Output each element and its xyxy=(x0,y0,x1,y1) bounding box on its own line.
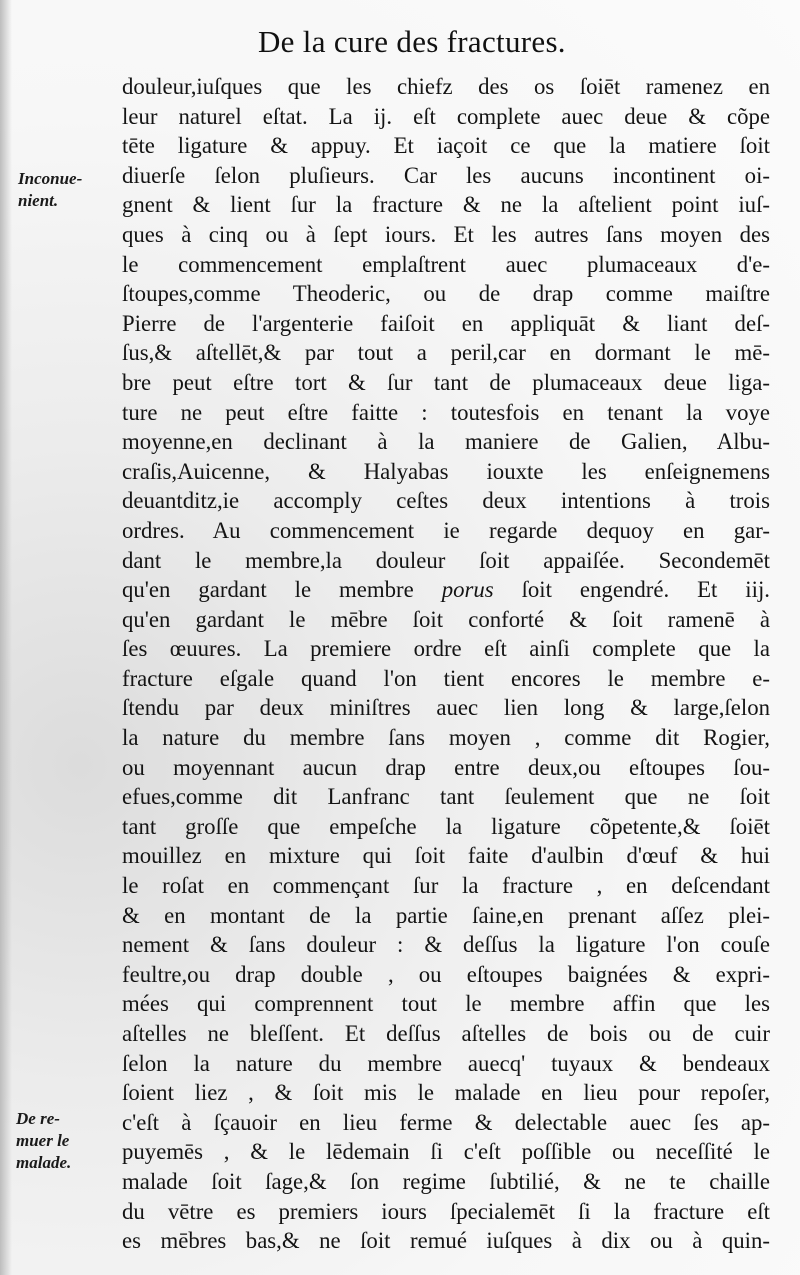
text-line: ou moyennant aucun drap entre deux,ou eſtoupes ſou- xyxy=(122,754,770,780)
text-line: feultre,ou drap double , ou eſtoupes baignées & expri- xyxy=(122,961,770,987)
text-line: c'eſt à ſçauoir en lieu ferme & delectable auec ſes ap- xyxy=(122,1109,770,1135)
text-line: & en montant de la partie ſaine,en prenant aſſez plei- xyxy=(122,902,770,928)
text-line: aſtelles ne bleſſent. Et deſſus aſtelles de bois ou de cuir xyxy=(122,1021,770,1046)
running-head: De la cure des fractures. xyxy=(258,24,566,59)
text-line: fracture eſgale quand l'on tient encores le membre e- xyxy=(122,665,770,691)
text-line: ture ne peut eſtre faitte : toutesfois en tenant la voye xyxy=(122,399,770,425)
margin-note-line: De re- xyxy=(16,1109,60,1128)
text-line: deuantditz,ie accomply ceſtes deux intentions à trois xyxy=(122,488,770,514)
margin-note-line: malade. xyxy=(16,1153,72,1172)
text-line: efues,comme dit Lanfranc tant ſeulement que ne ſoit xyxy=(122,784,770,810)
text-line: le roſat en commençant ſur la fracture , en deſcendant xyxy=(122,873,770,899)
margin-note-line: muer le xyxy=(16,1131,70,1150)
text-line: tant groſſe que empeſche la ligature cõpetente,& ſoiēt xyxy=(122,813,770,839)
text-line: ordres. Au commencement ie regarde dequoy en gar- xyxy=(122,517,770,543)
page-gutter-shadow xyxy=(0,0,12,1275)
text-line: ſelon la nature du membre auecq' tuyaux & bendeaux xyxy=(122,1050,770,1076)
text-line: douleur,iuſques que les chiefz des os ſoiēt ramenez en xyxy=(122,74,770,99)
text-line: tēte ligature & appuy. Et iaçoit ce que la matiere ſoit xyxy=(122,133,770,159)
text-line: mées qui comprennent tout le membre affin que les xyxy=(122,991,770,1017)
text-line: mouillez en mixture qui ſoit faite d'aulbin d'œuf & hui xyxy=(122,843,770,869)
text-line: le commencement emplaſtrent auec plumaceaux d'e- xyxy=(122,251,770,277)
text-line: es mēbres bas,& ne ſoit remué iuſques à dix ou à quin- xyxy=(122,1228,770,1254)
margin-note-line: nient. xyxy=(18,191,59,210)
text-line: ſes œuures. La premiere ordre eſt ainſi complete que la xyxy=(122,636,770,662)
text-line: Pierre de l'argenterie faiſoit en appliquāt & liant deſ- xyxy=(122,310,770,336)
text-line: malade ſoit ſage,& ſon regime ſubtilié, & ne te chaille xyxy=(122,1168,770,1194)
text-line: diuerſe ſelon pluſieurs. Car les aucuns incontinent oi- xyxy=(122,162,770,188)
text-line: ques à cinq ou à ſept iours. Et les autres ſans moyen des xyxy=(122,221,770,247)
text-line: moyenne,en declinant à la maniere de Galien, Albu- xyxy=(122,429,770,455)
text-line: qu'en gardant le membre porus ſoit engendré. Et iij. xyxy=(122,577,770,603)
text-line: du vētre es premiers iours ſpecialemēt ſi la fracture eſt xyxy=(122,1198,770,1224)
text-line: ſtendu par deux miniſtres auec lien long & large,ſelon xyxy=(122,695,770,721)
text-line: dant le membre,la douleur ſoit appaiſée. Secondemēt xyxy=(122,547,770,573)
text-line: gnent & lient ſur la fracture & ne la aſtelient point iuſ- xyxy=(122,192,770,218)
text-line: ſoient liez , & ſoit mis le malade en lieu pour repoſer, xyxy=(122,1080,770,1106)
text-line: la nature du membre ſans moyen , comme dit Rogier, xyxy=(122,725,770,751)
body-text xyxy=(122,72,770,1256)
text-line: ſtoupes,comme Theoderic, ou de drap comme maiſtre xyxy=(122,281,770,307)
text-line: qu'en gardant le mēbre ſoit conforté & ſoit ramenē à xyxy=(122,606,770,632)
text-line: bre peut eſtre tort & ſur tant de plumaceaux deue liga- xyxy=(122,369,770,395)
text-line: craſis,Auicenne, & Halyabas iouxte les enſeignemens xyxy=(122,458,770,484)
latin-term: porus xyxy=(441,577,494,603)
margin-note-de-remuer xyxy=(16,1108,116,1174)
text-line: puyemēs , & le lēdemain ſi c'eſt poſſible ou neceſſité le xyxy=(122,1139,770,1165)
text-line: nement & ſans douleur : & deſſus la ligature l'on couſe xyxy=(122,932,770,958)
margin-note-inconuenient xyxy=(18,168,118,212)
text-line: ſus,& aſtellēt,& par tout a peril,car en dormant le mē- xyxy=(122,340,770,366)
text-line: leur naturel eſtat. La ij. eſt complete auec deue & cõpe xyxy=(122,103,770,129)
margin-note-line: Inconue- xyxy=(18,169,83,188)
